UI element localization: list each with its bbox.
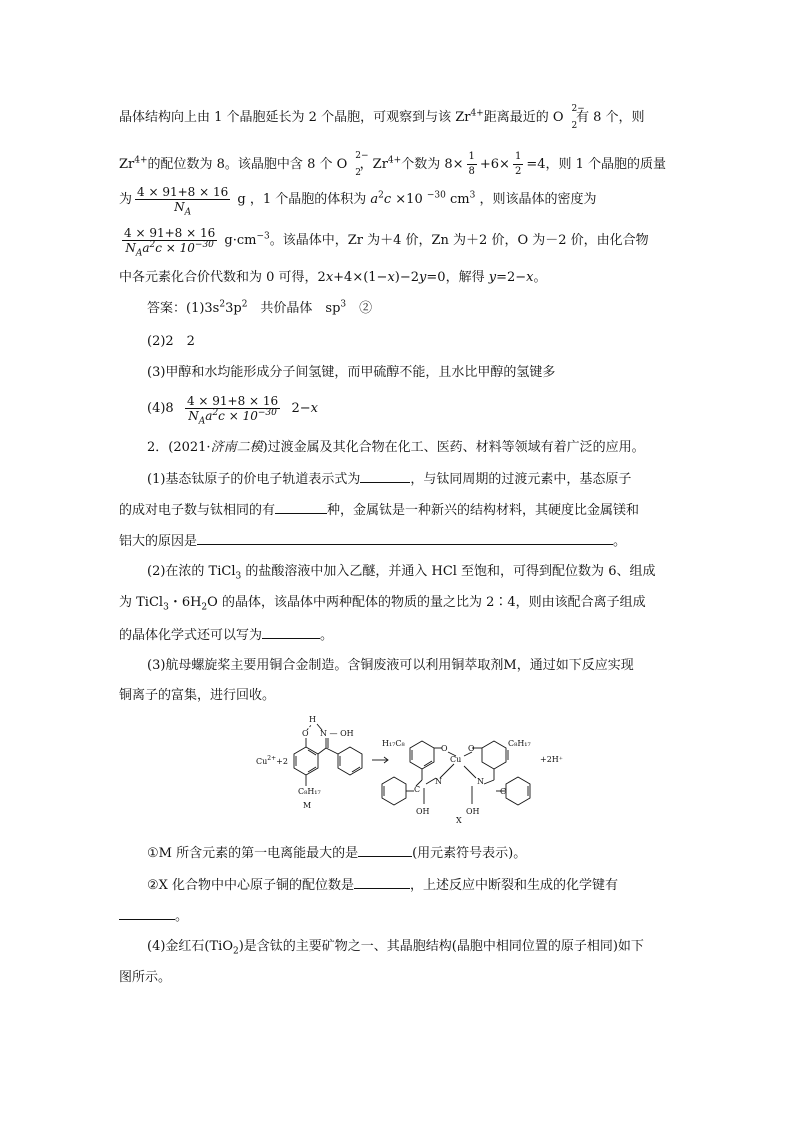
text: N bbox=[188, 409, 199, 423]
fraction-numerator: 4 × 91+8 × 16 bbox=[186, 394, 279, 408]
source-tag: 济南二模 bbox=[210, 440, 263, 455]
text: (2)在浓的 TiCl bbox=[147, 564, 236, 579]
text: Zr bbox=[119, 157, 135, 172]
text: =4，则 1 个晶胞的质量 bbox=[526, 157, 667, 172]
text: =2− bbox=[496, 270, 527, 285]
text: ，与钛同周期的过渡元素中，基态原子 bbox=[410, 472, 632, 487]
paragraph-line bbox=[119, 905, 188, 927]
ion-charge: 2− bbox=[355, 151, 369, 161]
text: ・6H bbox=[168, 595, 202, 610]
paragraph-line bbox=[147, 468, 631, 490]
answer-blank[interactable] bbox=[354, 874, 410, 889]
paragraph-line bbox=[119, 226, 649, 259]
answer-line bbox=[147, 394, 318, 427]
benzene-ring bbox=[382, 777, 406, 805]
subscript: 3 bbox=[163, 602, 169, 613]
text: 距离最近的 O bbox=[483, 110, 564, 125]
answer-line bbox=[147, 299, 372, 319]
atom-label: Cu bbox=[450, 755, 462, 764]
superscript: 4+ bbox=[134, 155, 148, 166]
compound-label-m: M bbox=[303, 801, 312, 810]
fraction bbox=[185, 394, 280, 427]
paragraph-line bbox=[147, 874, 618, 896]
text: 3p bbox=[225, 301, 242, 316]
text: O 的晶体，该晶体中两种配体的物质的量之比为 2∶4，则由该配合离子组成 bbox=[207, 595, 646, 610]
text: c × 10 bbox=[218, 409, 258, 423]
superscript: −3 bbox=[256, 231, 270, 242]
proton-product: +2H⁺ bbox=[540, 755, 563, 764]
text: 为 bbox=[119, 192, 133, 207]
paragraph-line bbox=[119, 499, 639, 521]
superscript: 2 bbox=[219, 299, 226, 310]
paragraph-line bbox=[119, 624, 333, 646]
fraction-numerator: 4 × 91+8 × 16 bbox=[124, 226, 216, 240]
subscript: A bbox=[198, 416, 206, 427]
text: 2− bbox=[291, 401, 311, 416]
text: 。该晶体中，Zr 为＋4 价，Zn 为＋2 价，O 为－2 价，由化合物 bbox=[269, 233, 649, 248]
text: 的配位数为 8。该晶胞中含 8 个 O bbox=[147, 157, 348, 172]
benzene-ring bbox=[482, 741, 506, 769]
text: 个数为 8× bbox=[401, 157, 464, 172]
fraction-numerator: 1 bbox=[467, 150, 477, 165]
fraction-denominator: 2 bbox=[514, 166, 522, 177]
text: 共价晶体 sp bbox=[247, 301, 341, 316]
ion-charge: 2− bbox=[571, 104, 585, 114]
text: cm bbox=[445, 192, 470, 207]
variable: c bbox=[383, 192, 392, 207]
benzene-ring bbox=[294, 747, 318, 775]
answer-blank[interactable] bbox=[119, 905, 175, 920]
ion-subscript: 2 bbox=[571, 121, 578, 131]
fraction-denominator bbox=[122, 240, 217, 259]
paragraph-line bbox=[119, 593, 646, 613]
fraction-denominator bbox=[135, 200, 230, 218]
text: (4)金红石(TiO bbox=[147, 939, 233, 954]
subscript: A bbox=[184, 207, 192, 218]
atom-label: N bbox=[477, 777, 484, 786]
answer-blank[interactable] bbox=[360, 468, 410, 483]
paragraph-line bbox=[147, 842, 526, 864]
text: 。 bbox=[533, 270, 547, 285]
variable: y bbox=[488, 270, 497, 285]
text: 铝大的原因是 bbox=[119, 534, 198, 549]
text: 的晶体化学式还可以写为 bbox=[119, 628, 263, 643]
paragraph-line bbox=[147, 656, 634, 676]
text: (3)航母螺旋桨主要用铜合金制造。含铜废液可以利用铜萃取剂M，通过如下反应实现 bbox=[147, 658, 634, 673]
ion-subscript: 2 bbox=[355, 168, 361, 178]
atom-label: C₈H₁₇ bbox=[298, 787, 321, 796]
benzene-ring bbox=[410, 741, 434, 769]
fraction bbox=[122, 226, 217, 259]
benzene-ring bbox=[506, 777, 530, 805]
variable: x bbox=[310, 401, 318, 416]
text: ②X 化合物中中心原子铜的配位数是 bbox=[147, 878, 355, 893]
fraction-numerator: 4 × 91+8 × 16 bbox=[137, 185, 229, 199]
atom-label: O bbox=[302, 729, 309, 738]
paragraph-line bbox=[119, 150, 666, 179]
fraction-denominator: 8 bbox=[468, 166, 475, 177]
text: ，Zr bbox=[359, 157, 388, 172]
answer-blank[interactable] bbox=[358, 842, 412, 857]
variable: x bbox=[325, 270, 334, 285]
text: 图所示。 bbox=[119, 970, 172, 985]
paragraph-line bbox=[147, 937, 644, 957]
text: ② bbox=[346, 301, 373, 316]
text: (1)基态钛原子的价电子轨道表示式为 bbox=[147, 472, 361, 487]
text: 中各元素化合价代数和为 0 可得，2 bbox=[119, 270, 326, 285]
paragraph-line bbox=[147, 562, 655, 582]
reaction-diagram bbox=[250, 712, 570, 824]
text: (2)2 2 bbox=[147, 334, 195, 349]
fraction-numerator: 1 bbox=[513, 150, 523, 165]
fraction bbox=[513, 150, 523, 179]
subscript: A bbox=[135, 248, 143, 259]
answer-line bbox=[147, 363, 555, 383]
text: 的盐酸溶液中加入乙醚，并通入 HCl 至饱和，可得到配位数为 6、组成 bbox=[241, 564, 656, 579]
text: 。 bbox=[320, 628, 334, 643]
text: 为 TiCl bbox=[119, 595, 164, 610]
compound-label-x: X bbox=[456, 816, 462, 824]
text: )是含钛的主要矿物之一、其晶胞结构(晶胞中相同位置的原子相同)如下 bbox=[238, 939, 644, 954]
answer-blank[interactable] bbox=[275, 499, 327, 514]
text: ，上述反应中断裂和生成的化学键有 bbox=[410, 878, 619, 893]
superscript: 2 bbox=[212, 408, 219, 418]
text: 的成对电子数与钛相同的有 bbox=[119, 503, 276, 518]
text: ×10 bbox=[391, 192, 427, 207]
variable: x bbox=[526, 270, 534, 285]
text: (3)甲醇和水均能形成分子间氢键，而甲硫醇不能，且水比甲醇的氢键多 bbox=[147, 365, 556, 380]
superscript: 2 bbox=[378, 190, 384, 201]
text: (4)8 bbox=[147, 401, 174, 416]
text: g ，1 个晶胞的体积为 bbox=[233, 192, 371, 207]
text: )−2 bbox=[394, 270, 420, 285]
text: (用元素符号表示)。 bbox=[412, 846, 527, 861]
paragraph-line bbox=[119, 968, 171, 988]
atom-label: OH bbox=[466, 807, 480, 816]
paragraph-line bbox=[119, 530, 626, 552]
paragraph-line bbox=[119, 686, 275, 706]
text: c × 10 bbox=[155, 241, 195, 255]
answer-blank[interactable] bbox=[262, 624, 320, 639]
answer-line bbox=[147, 332, 195, 352]
text: N bbox=[125, 241, 136, 255]
benzene-ring bbox=[338, 747, 362, 775]
text: +4×(1− bbox=[333, 270, 388, 285]
text: 。 bbox=[613, 534, 627, 549]
peroxide-ion bbox=[347, 151, 369, 178]
peroxide-ion bbox=[564, 104, 585, 131]
superscript: 4+ bbox=[387, 155, 402, 166]
answer-blank[interactable] bbox=[197, 530, 613, 545]
text: =0，解得 bbox=[426, 270, 489, 285]
atom-label: O bbox=[441, 744, 448, 753]
text: +6× bbox=[479, 157, 510, 172]
text: 铜离子的富集，进行回收。 bbox=[119, 688, 276, 703]
superscript: 3 bbox=[340, 299, 347, 310]
atom-label: H bbox=[309, 715, 316, 724]
variable: a bbox=[370, 192, 379, 207]
text: 种，金属钛是一种新兴的结构材料，其硬度比金属镁和 bbox=[327, 503, 640, 518]
subscript: 2 bbox=[232, 946, 239, 957]
text: 答案：(1)3s bbox=[147, 301, 220, 316]
variable: x bbox=[387, 270, 395, 285]
paragraph-line bbox=[119, 268, 546, 288]
atom-label: OH bbox=[416, 807, 430, 816]
fraction bbox=[467, 150, 477, 179]
fraction-denominator bbox=[185, 408, 280, 427]
atom-label: N — OH bbox=[320, 729, 354, 738]
question-header bbox=[147, 438, 645, 458]
paragraph-line bbox=[119, 104, 645, 131]
subscript: 3 bbox=[235, 571, 242, 582]
text: )过渡金属及其化合物在化工、医药、材料等领域有着广泛的应用。 bbox=[262, 440, 645, 455]
superscript: 2 bbox=[149, 240, 156, 250]
text: ，则该晶体的密度为 bbox=[475, 192, 597, 207]
superscript: −30 bbox=[194, 240, 214, 250]
text: N bbox=[174, 200, 185, 214]
text: 2．(2021· bbox=[147, 440, 211, 455]
atom-label: C bbox=[500, 787, 507, 796]
cu-ion: $Cu^{2+}+2$ bbox=[256, 755, 288, 766]
atom-label: O bbox=[468, 744, 475, 753]
text: ①M 所含元素的第一电离能最大的是 bbox=[147, 846, 359, 861]
atom-label: N bbox=[435, 777, 442, 786]
superscript: −30 bbox=[426, 190, 446, 201]
variable: y bbox=[419, 270, 427, 285]
text: 有 8 个，则 bbox=[575, 110, 645, 125]
superscript: −30 bbox=[257, 408, 277, 418]
superscript: 3 bbox=[469, 190, 476, 201]
text: g·cm bbox=[220, 233, 257, 248]
atom-label: C₈H₁₇ bbox=[508, 739, 531, 748]
paragraph-line bbox=[119, 185, 597, 218]
text: a bbox=[205, 409, 213, 423]
superscript: 4+ bbox=[470, 108, 484, 119]
text: 晶体结构向上由 1 个晶胞延长为 2 个晶胞，可观察到与该 Zr bbox=[119, 110, 471, 125]
text: 。 bbox=[175, 909, 189, 924]
atom-label: H₁₇C₈ bbox=[382, 739, 405, 748]
fraction bbox=[135, 185, 230, 218]
text: a bbox=[142, 241, 150, 255]
atom-label: C bbox=[414, 785, 421, 794]
subscript: 2 bbox=[201, 602, 208, 613]
superscript: 2 bbox=[241, 299, 248, 310]
